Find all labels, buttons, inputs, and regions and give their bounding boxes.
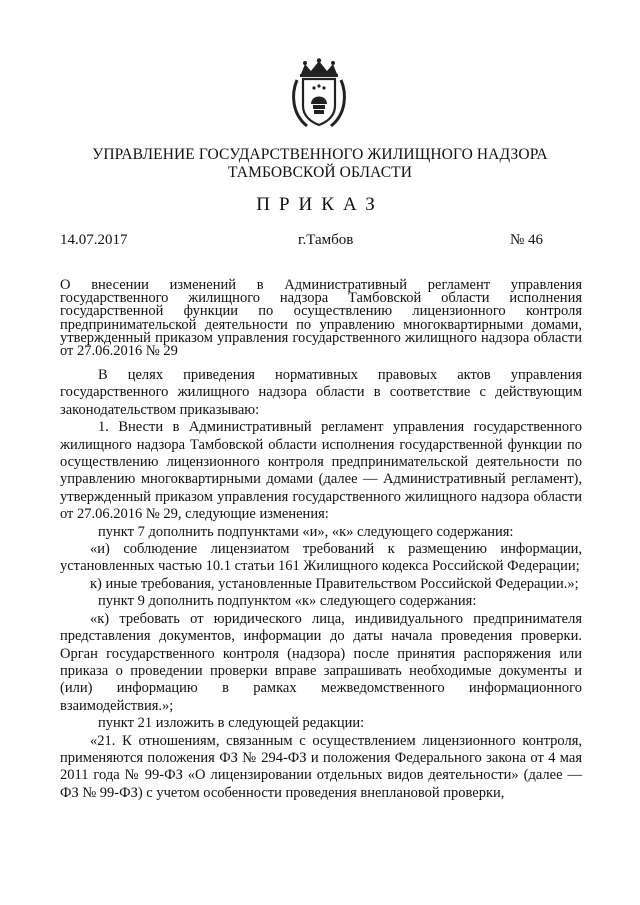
- order-number: № 46: [510, 232, 544, 248]
- tambov-coat-of-arms-icon: [289, 58, 349, 132]
- organization-name-line-2: ТАМБОВСКОЙ ОБЛАСТИ: [228, 164, 412, 181]
- order-city: г.Тамбов: [298, 232, 354, 248]
- subpoint-k-point-9-paragraph: «к) требовать от юридического лица, индивидуального предпринимателя представления документов, информации до даты начала проведения проверки. Орган государственного контроля (надзора) после принятия распоряжения или приказа о проведении проверки вправе запрашивать необходимые документы и (или) информацию в рамках межведомственного информационного взаимодействия.»;: [60, 610, 582, 714]
- item-1-paragraph: 1. Внести в Административный регламент управления государственного жилищного надзора Тамбовской области исполнения государственной функции по осуществлению лицензионного контроля предпринимательской деятельности по управлению многоквартирными домами (далее — Административный регламент), утвержденный приказом управления государственного жилищного надзора области от 27.06.2016 № 29, следующие изменения:: [60, 419, 582, 523]
- subpoint-i-paragraph: «и) соблюдение лицензиатом требований к размещению информации, установленных частью 10.1 статьи 161 Жилищного кодекса Российской Федерации;: [60, 541, 582, 575]
- subpoint-k-paragraph: к) иные требования, установленные Правительством Российской Федерации.»;: [90, 575, 579, 592]
- preamble-paragraph: В целях приведения нормативных правовых актов управления государственного жилищного надзора области в соответствие с действующим законодательством приказываю:: [60, 367, 582, 418]
- point-21-text-paragraph: «21. К отношениям, связанным с осуществлением лицензионного контроля, применяются положения ФЗ № 294-ФЗ и положения Федерального закона от 4 мая 2011 года № 99-ФЗ «О лицензировании отдельных видов деятельности» (далее — ФЗ № 99-ФЗ) с учетом особенности проведения внеплановой проверки,: [60, 732, 582, 801]
- document-type-title: ПРИКАЗ: [256, 194, 384, 215]
- point-7-paragraph: пункт 7 дополнить подпунктами «и», «к» следующего содержания:: [98, 523, 514, 540]
- order-body: [60, 367, 582, 802]
- point-21-paragraph: пункт 21 изложить в следующей редакции:: [98, 715, 365, 732]
- order-date: 14.07.2017: [60, 232, 128, 248]
- organization-name-line-1: УПРАВЛЕНИЕ ГОСУДАРСТВЕННОГО ЖИЛИЩНОГО НАДЗОРА: [92, 146, 548, 163]
- point-9-paragraph: пункт 9 дополнить подпунктом «к» следующего содержания:: [98, 593, 477, 610]
- order-subject: О внесении изменений в Административный регламент управления государственного жилищного надзора Тамбовской области исполнения государственной функции по осуществлению лицензионного контроля предпринимательской деятельности по управлению многоквартирными домами, утвержденный приказом управления государственного жилищного надзора области от 27.06.2016 № 29: [60, 277, 582, 360]
